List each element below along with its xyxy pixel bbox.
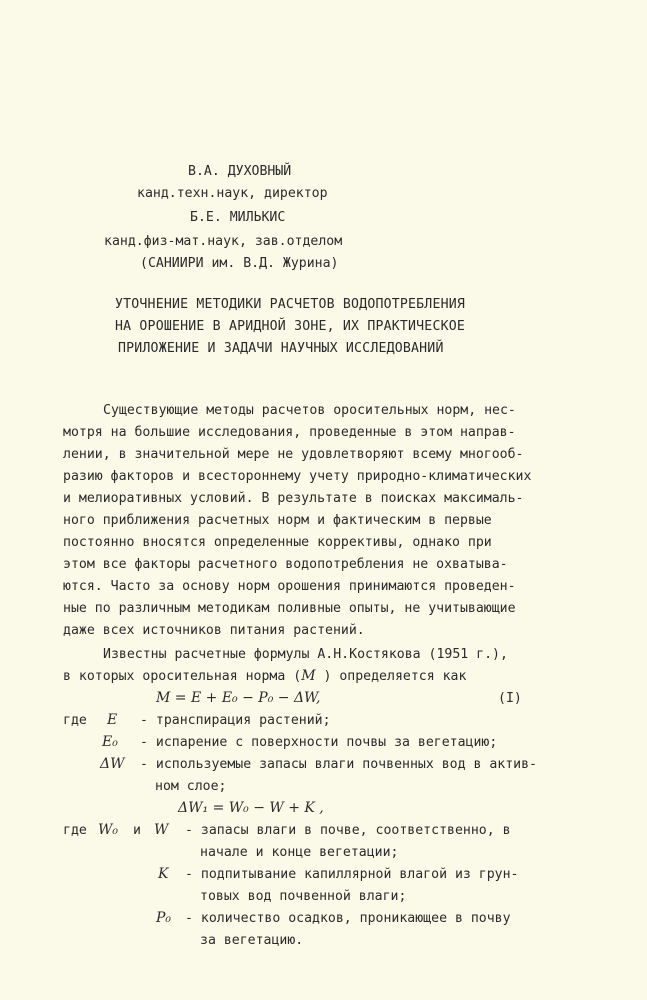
K-symbol: K	[158, 866, 169, 882]
paragraph1-line: постоянно вносятся определенные коррективы, однако при	[63, 535, 492, 550]
author-1-title: канд.техн.наук, директор	[137, 186, 328, 201]
where-label-2: где	[63, 823, 87, 838]
E-symbol: E	[107, 712, 118, 728]
norm-symbol: M	[301, 668, 316, 684]
formula-1: M = E + E₀ − P₀ − ΔW,	[156, 690, 321, 706]
author-1-name: В.А. ДУХОВНЫЙ	[188, 164, 292, 179]
paragraph2-line-2: в которых оросительная норма (M ) определяется как	[63, 668, 467, 684]
paragraph1-line: Существующие методы расчетов оросительных норм, нес-	[103, 403, 516, 418]
W-definition-2: начале и конце вегетации;	[200, 845, 399, 860]
P0-definition-2: за вегетацию.	[200, 933, 304, 948]
E0-definition: - испарение с поверхности почвы за вегетацию;	[140, 735, 498, 750]
formula-2: ΔW₁ = W₀ − W + K ,	[178, 800, 324, 816]
K-definition-1: - подпитывание капиллярной влагой из грун-	[185, 867, 519, 882]
where-label: где	[63, 713, 87, 728]
paragraph2-line-1: Известны расчетные формулы А.Н.Костякова (1951 г.),	[103, 647, 508, 662]
paragraph1-line: лении, в значительной мере не удовлетворяют всему многооб-	[63, 447, 524, 462]
and-label: и	[133, 823, 141, 838]
author-2-name: Б.Е. МИЛЬКИС	[190, 210, 286, 225]
heading-line-2: НА ОРОШЕНИЕ В АРИДНОЙ ЗОНЕ, ИХ ПРАКТИЧЕСКОЕ	[115, 319, 466, 334]
heading-line-3: ПРИЛОЖЕНИЕ И ЗАДАЧИ НАУЧНЫХ ИССЛЕДОВАНИЙ	[118, 341, 444, 356]
K-definition-2: товых вод почвенной влаги;	[200, 889, 407, 904]
E0-symbol: E₀	[102, 734, 118, 750]
dW-definition-2: ном слое;	[155, 779, 227, 794]
paragraph1-line: разию факторов и всестороннему учету природно-климатических	[63, 469, 532, 484]
formula-1-number: (I)	[498, 691, 522, 706]
E-definition: - транспирация растений;	[140, 713, 331, 728]
paragraph1-line: и мелиоративных условий. В результате в поисках максималь-	[63, 491, 524, 506]
W0-symbol: W₀	[98, 822, 119, 838]
paragraph1-line: ного приближения расчетных норм и фактическим в первые	[63, 513, 492, 528]
heading-line-1: УТОЧНЕНИЕ МЕТОДИКИ РАСЧЕТОВ ВОДОПОТРЕБЛЕНИЯ	[115, 297, 466, 312]
author-2-title: канд.физ-мат.наук, зав.отделом	[104, 234, 343, 249]
W-symbol: W	[154, 822, 169, 838]
paragraph1-line: ные по различным методикам поливные опыты, не учитывающие	[63, 601, 516, 616]
P0-definition-1: - количество осадков, проникающее в почву	[185, 911, 511, 926]
paragraph1-line: ются. Часто за основу норм орошения принимаются проведен-	[63, 579, 516, 594]
paragraph1-line: этом все факторы расчетного водопотребления не охватыва-	[63, 557, 508, 572]
dW-definition-1: - используемые запасы влаги почвенных вод в актив-	[140, 757, 537, 772]
paragraph1-line: мотря на большие исследования, проведенные в этом направ-	[63, 425, 516, 440]
W-definition-1: - запасы влаги в почве, соответственно, в	[185, 823, 511, 838]
P0-symbol: P₀	[156, 910, 172, 926]
dW-symbol: ΔW	[100, 756, 125, 772]
paragraph1-line: даже всех источников питания растений.	[63, 623, 365, 638]
author-2-affiliation: (САНИИРИ им. В.Д. Журина)	[140, 256, 339, 271]
